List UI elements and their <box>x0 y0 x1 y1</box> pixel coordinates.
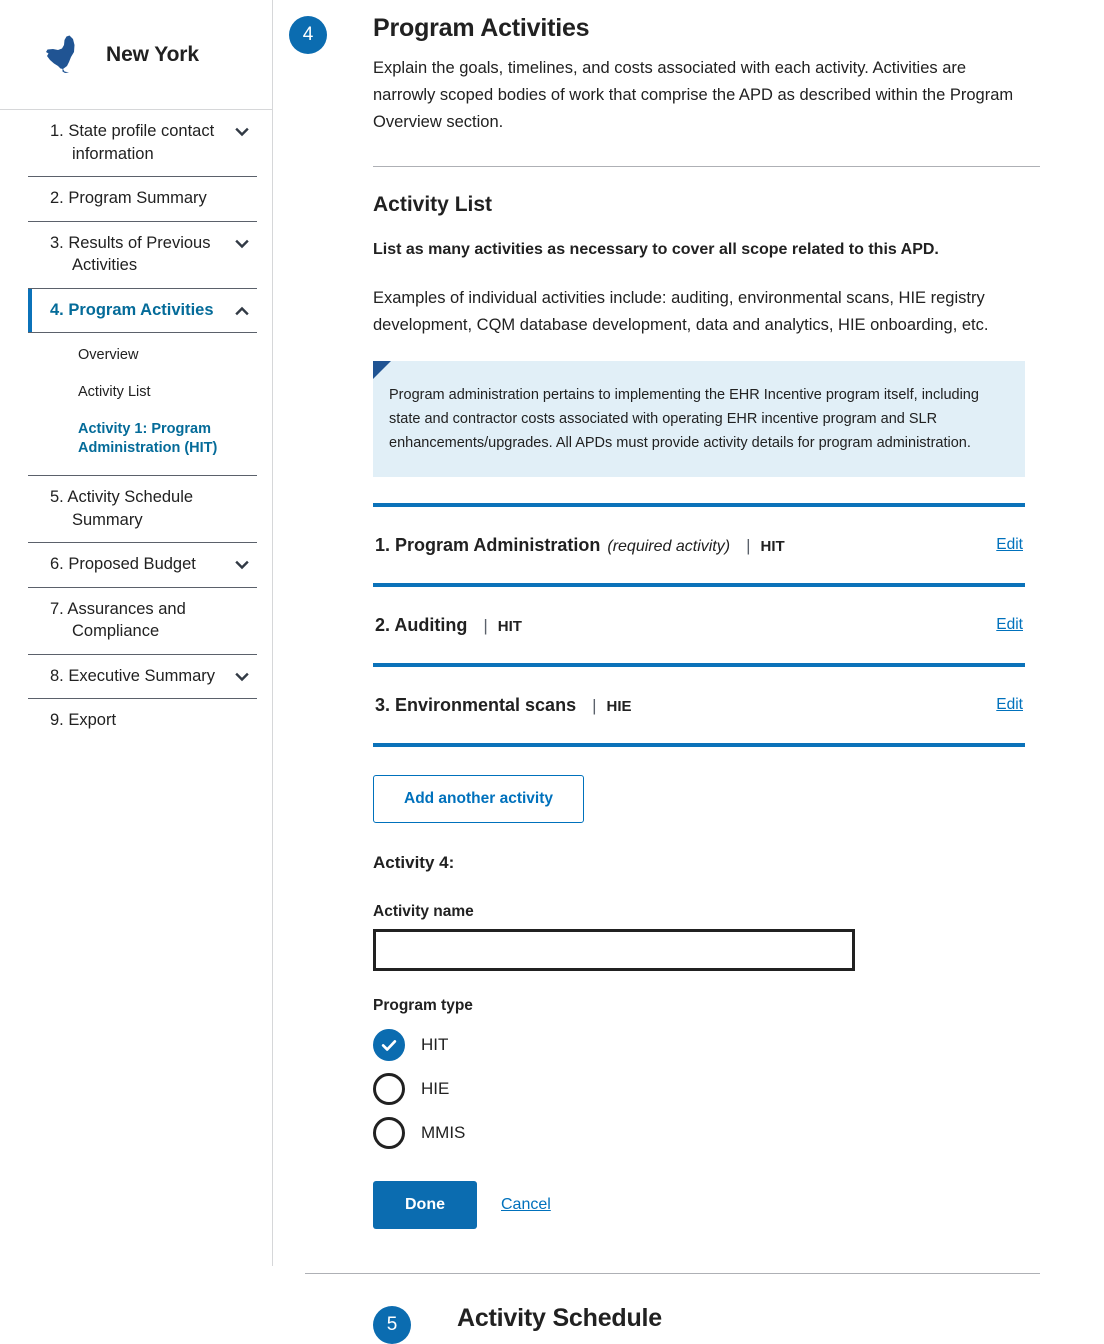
radio-label: HIE <box>421 1079 450 1098</box>
activity-name: 1. Program Administration <box>375 534 601 555</box>
activity-examples-text: Examples of individual activities include: auditing, environmental scans, HIE registry development, CQM database development, data and analytics, HIE onboarding, etc. <box>373 289 989 334</box>
sidebar-item-assurances-compliance[interactable] <box>28 588 257 655</box>
sidebar <box>0 0 273 1266</box>
activity-list-subtitle: List as many activities as necessary to cover all scope related to this APD. <box>373 241 939 258</box>
activity-program-type: HIE <box>606 697 632 715</box>
sidebar-item-label: 9. Export <box>50 711 117 729</box>
activity-name-label: Activity name <box>373 903 474 920</box>
program-administration-callout <box>373 361 1025 477</box>
activity-separator: | <box>483 615 488 635</box>
sidebar-item-program-summary[interactable] <box>28 177 257 222</box>
sidebar-item-proposed-budget[interactable] <box>28 543 257 588</box>
activity-name: 2. Auditing <box>375 614 468 635</box>
sidebar-item-label: 1. State profile contact information <box>50 122 215 163</box>
new-york-state-outline-icon <box>36 33 88 77</box>
program-type-label: Program type <box>373 997 473 1014</box>
activity-separator: | <box>746 535 751 555</box>
new-activity-heading: Activity 4: <box>373 853 455 872</box>
cancel-link[interactable]: Cancel <box>501 1196 551 1213</box>
table-row <box>373 667 1025 743</box>
sidebar-item-label: 8. Executive Summary <box>50 666 216 685</box>
edit-activity-link[interactable]: Edit <box>996 536 1023 553</box>
edit-activity-link[interactable]: Edit <box>996 616 1023 633</box>
table-row <box>373 507 1025 583</box>
radio-option-hit[interactable] <box>373 1029 1040 1061</box>
sidebar-item-label: 7. Assurances and Compliance <box>50 599 186 640</box>
next-section-header <box>373 1274 1040 1344</box>
form-actions <box>373 1181 1040 1229</box>
activity-program-type: HIT <box>497 617 522 635</box>
add-another-activity-button[interactable]: Add another activity <box>373 775 584 823</box>
activity-name: 3. Environmental scans <box>375 694 577 715</box>
chevron-down-icon[interactable] <box>235 670 249 684</box>
activity-program-type: HIT <box>760 537 785 555</box>
activity-required-note: (required activity) <box>607 537 731 555</box>
new-activity-form <box>373 853 1040 1229</box>
next-section-title: Activity Schedule <box>457 1304 662 1332</box>
activity-list <box>373 503 1025 747</box>
radio-circle-icon <box>373 1073 405 1105</box>
sidebar-item-export[interactable] <box>28 699 257 743</box>
sidebar-subitem-label: Activity 1: Program Administration (HIT) <box>78 421 218 456</box>
section-description: Explain the goals, timelines, and costs associated with each activity. Activities are narrowly scoped bodies of work that comprise the APD as described within the Program Overview section. <box>373 59 1014 131</box>
section-header <box>289 0 1040 167</box>
activity-divider <box>373 743 1025 747</box>
activity-list-section <box>373 193 1040 1344</box>
page-title: Program Activities <box>373 14 590 42</box>
chevron-down-icon[interactable] <box>235 125 249 139</box>
callout-text: Program administration pertains to implementing the EHR Incentive program itself, including state and contractor costs associated with operating EHR incentive program and SLR enhancements/upgrades. All APDs must provide activity details for program administration. <box>389 387 979 451</box>
activity-separator: | <box>592 695 597 715</box>
radio-check-icon <box>373 1029 405 1061</box>
sidebar-item-state-profile[interactable] <box>28 110 257 177</box>
sidebar-item-label: 2. Program Summary <box>50 189 207 207</box>
chevron-up-icon[interactable] <box>235 304 249 318</box>
activity-list-heading: Activity List <box>373 193 493 216</box>
sidebar-subitem-overview[interactable] <box>28 337 257 374</box>
sidebar-subitem-label: Overview <box>78 347 139 363</box>
edit-activity-link[interactable]: Edit <box>996 696 1023 713</box>
sidebar-item-results-previous-activities[interactable] <box>28 222 257 289</box>
program-activities-subnav <box>28 333 257 476</box>
main-content <box>273 0 1104 1335</box>
sidebar-item-label: 3. Results of Previous Activities <box>50 233 211 274</box>
section-number-badge: 4 <box>289 16 327 54</box>
sidebar-item-executive-summary[interactable] <box>28 655 257 700</box>
program-type-radio-group <box>373 997 1040 1149</box>
radio-label: MMIS <box>421 1123 466 1142</box>
table-row <box>373 587 1025 663</box>
radio-option-mmis[interactable] <box>373 1117 1040 1149</box>
radio-option-hie[interactable] <box>373 1073 1040 1105</box>
next-section-number-badge: 5 <box>373 1306 411 1344</box>
activity-name-input[interactable] <box>373 929 855 971</box>
sidebar-item-program-activities[interactable] <box>28 289 257 334</box>
brand-header <box>0 0 272 110</box>
sidebar-item-label: 5. Activity Schedule Summary <box>50 488 194 529</box>
sidebar-item-label: 6. Proposed Budget <box>50 555 196 573</box>
radio-circle-icon <box>373 1117 405 1149</box>
sidebar-subitem-activity-1[interactable] <box>28 411 257 467</box>
sidebar-subitem-activity-list[interactable] <box>28 374 257 411</box>
primary-nav <box>0 110 272 743</box>
radio-label: HIT <box>421 1035 449 1054</box>
chevron-down-icon[interactable] <box>235 558 249 572</box>
chevron-down-icon[interactable] <box>235 237 249 251</box>
sidebar-item-activity-schedule-summary[interactable] <box>28 476 257 543</box>
header-divider <box>373 166 1040 167</box>
sidebar-item-label: 4. Program Activities <box>50 300 214 319</box>
done-button[interactable]: Done <box>373 1181 477 1229</box>
state-name: New York <box>106 42 199 66</box>
sidebar-subitem-label: Activity List <box>78 384 151 400</box>
